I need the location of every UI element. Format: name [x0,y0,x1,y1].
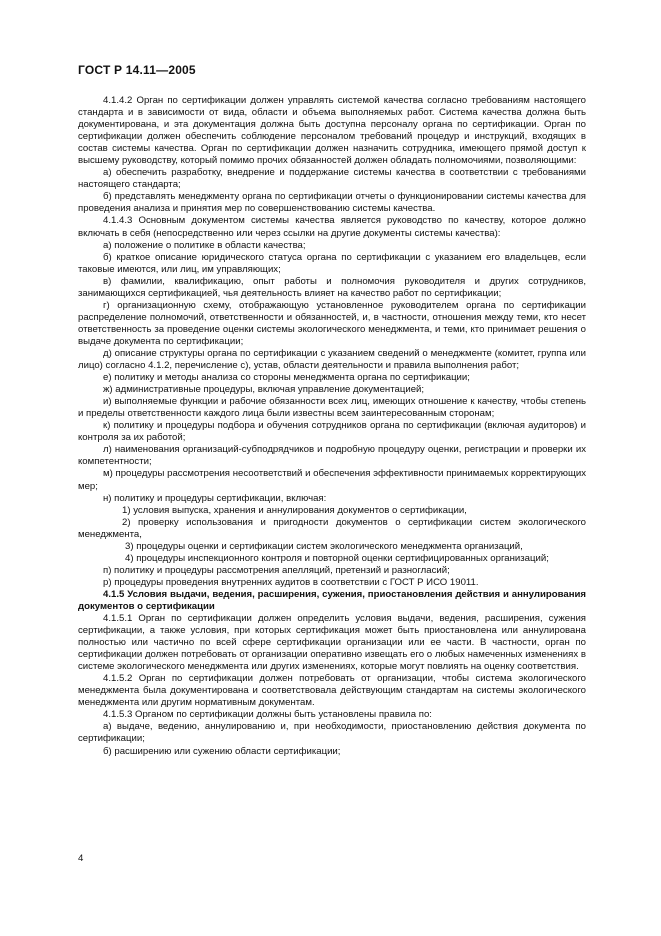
paragraph: 4.1.5.2 Орган по сертификации должен потребовать от организации, чтобы система экологического менеджмента была документирована и соответствовала действующим стандартам на системы экологического менеджмента или другим нормативным документам. [78,673,586,709]
paragraph: 3) процедуры оценки и сертификации систем экологического менеджмента организаций, [125,540,523,552]
paragraph: к) политику и процедуры подбора и обучения сотрудников органа по сертификации (включая аудиторов) и контроля за их работой; [78,420,586,444]
paragraph: 2) проверку использования и пригодности документов о сертификации систем экологического менеджмента, [78,516,586,540]
paragraph: 4.1.5.1 Орган по сертификации должен определить условия выдачи, ведения, расширения, сужения сертификации, а также условия, при которых сертификация может быть приостановлена или аннулирована полностью или частично по всей сфере сертификации организации или ее части. В частности, орган по сертификации должен потребовать от организации оперативно извещать его о любых намеченных изменениях в системе экологического менеджмента или других изменениях, которые могут повлиять на оценку соответствия. [78,613,586,673]
paragraph: н) политику и процедуры сертификации, включая: [103,492,327,504]
paragraph: б) краткое описание юридического статуса органа по сертификации с указанием его владельцев, если таковые имеются, или лиц, им управляющих; [78,251,586,275]
page-number: 4 [78,853,84,864]
paragraph: в) фамилии, квалификацию, опыт работы и полномочия руководителя и других сотрудников, занимающихся сертификацией, чья деятельность влияет на качество работ по сертификации; [78,275,586,299]
paragraph: п) политику и процедуры рассмотрения апелляций, претензий и разногласий; [103,564,450,576]
paragraph: б) представлять менеджменту органа по сертификации отчеты о функционировании системы качества для проведения анализа и принятия мер по совершенствованию системы качества. [78,191,586,215]
paragraph: д) описание структуры органа по сертификации с указанием сведений о менеджменте (комитет, группа или лицо) согласно 4.1.2, перечисление с), устав, области деятельности и правила выполнения работ; [78,347,586,372]
paragraph: 1) условия выпуска, хранения и аннулирования документов о сертификации, [122,504,467,516]
paragraph: е) политику и методы анализа со стороны менеджмента органа по сертификации; [103,372,470,384]
paragraph: м) процедуры рассмотрения несоответствий и обеспечения эффективности принимаемых корректирующих мер; [78,468,586,492]
paragraph: р) процедуры проведения внутренних аудитов в соответствии с ГОСТ Р ИСО 19011. [103,576,479,588]
paragraph: а) положение о политике в области качества; [103,239,306,251]
document-body [78,95,586,758]
section-heading: 4.1.5 Условия выдачи, ведения, расширения, сужения, приостановления действия и аннулирования документов о сертификации [78,588,586,612]
paragraph: 4.1.4.2 Орган по сертификации должен управлять системой качества согласно требованиям настоящего стандарта и в зависимости от вида, области и объема выполняемых работ. Система качества должна быть документирована, и эта документация должна быть доступна персоналу органа по сертификации. Орган по сертификации должен обеспечить соблюдение персоналом требований процедур и инструкций, входящих в состав системы качества. Орган по сертификации должен назначить сотрудника, имеющего прямой доступ к высшему руководству, который помимо прочих обязанностей должен обладать полномочиями, позволяющими: [78,95,586,167]
paragraph: 4) процедуры инспекционного контроля и повторной оценки сертифицированных организаций; [125,552,549,564]
paragraph: и) выполняемые функции и рабочие обязанности всех лиц, имеющих отношение к качеству, чтобы степень и пределы ответственности каждого лица были известны всем заинтересованным сторонам; [78,396,586,420]
paragraph: а) обеспечить разработку, внедрение и поддержание системы качества в соответствии с требованиями настоящего стандарта; [78,167,586,191]
paragraph: а) выдаче, ведению, аннулированию и, при необходимости, приостановлению действия документа по сертификации; [78,721,586,745]
paragraph: ж) административные процедуры, включая управление документацией; [103,384,425,396]
paragraph: л) наименования организаций-субподрядчиков и подробную процедуру оценки, регистрации и проверки их компетентности; [78,444,586,468]
paragraph: б) расширению или сужению области сертификации; [103,745,341,757]
paragraph: 4.1.4.3 Основным документом системы качества является руководство по качеству, которое должно включать в себя (непосредственно или через ссылки на другие документы системы качества): [78,215,586,239]
paragraph: г) организационную схему, отображающую установленное руководителем органа по сертификации распределение полномочий, ответственности и обязанностей, и, в частности, отношения между теми, кто несет ответственность за проведение оценки системы экологического менеджмента, и теми, кто принимает решения о выдаче документа по сертификации; [78,299,586,347]
paragraph: 4.1.5.3 Органом по сертификации должны быть установлены правила по: [103,709,432,721]
document-header: ГОСТ Р 14.11—2005 [78,63,196,77]
